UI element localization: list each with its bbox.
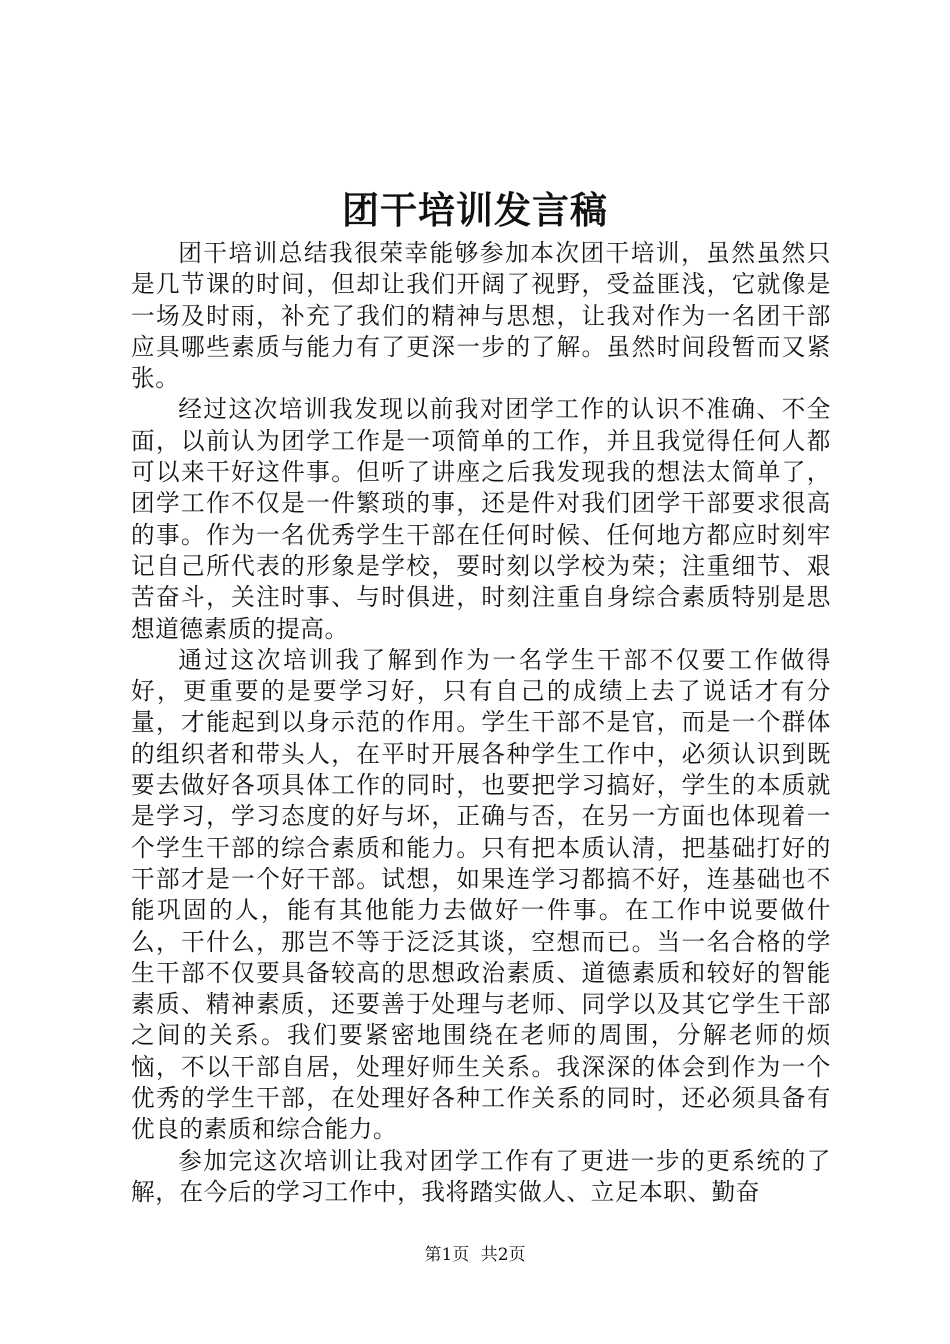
document-body	[131, 238, 831, 1208]
total-pages: 共2页	[480, 1245, 526, 1265]
paragraph-3: 通过这次培训我了解到作为一名学生干部不仅要工作做得好，更重要的是要学习好，只有自己的成绩上去了说话才有分量，才能起到以身示范的作用。学生干部不是官，而是一个群体的组织者和带头人，在平时开展各种学生工作中，必须认识到既要去做好各项具体工作的同时，也要把学习搞好，学生的本质就是学习，学习态度的好与坏，正确与否，在另一方面也体现着一个学生干部的综合素质和能力。只有把本质认清，把基础打好的干部才是一个好干部。试想，如果连学习都搞不好，连基础也不能巩固的人，能有其他能力去做好一件事。在工作中说要做什么，干什么，那岂不等于泛泛其谈，空想而已。当一名合格的学生干部不仅要具备较高的思想政治素质、道德素质和较好的智能素质、精神素质，还要善于处理与老师、同学以及其它学生干部之间的关系。我们要紧密地围绕在老师的周围，分解老师的烦恼，不以干部自居，处理好师生关系。我深深的体会到作为一个优秀的学生干部，在处理好各种工作关系的同时，还必须具备有优良的素质和综合能力。	[131, 645, 831, 1144]
paragraph-1: 团干培训总结我很荣幸能够参加本次团干培训，虽然虽然只是几节课的时间，但却让我们开阔了视野，受益匪浅，它就像是一场及时雨，补充了我们的精神与思想，让我对作为一名团干部应具哪些素质与能力有了更深一步的了解。虽然时间段暂而又紧张。	[131, 239, 831, 393]
page-number: 第1页	[424, 1245, 470, 1265]
paragraph-2: 经过这次培训我发现以前我对团学工作的认识不准确、不全面，以前认为团学工作是一项简单的工作，并且我觉得任何人都可以来干好这件事。但听了讲座之后我发现我的想法太简单了，团学工作不仅是一件繁琐的事，还是件对我们团学干部要求很高的事。作为一名优秀学生干部在任何时候、任何地方都应时刻牢记自己所代表的形象是学校，要时刻以学校为荣；注重细节、艰苦奋斗，关注时事、与时俱进，时刻注重自身综合素质特别是思想道德素质的提高。	[131, 395, 831, 643]
page-footer	[0, 1244, 950, 1266]
paragraph-4: 参加完这次培训让我对团学工作有了更进一步的更系统的了解，在今后的学习工作中，我将踏实做人、立足本职、勤奋	[131, 1146, 831, 1206]
page-title: 团干培训发言稿	[342, 188, 608, 232]
